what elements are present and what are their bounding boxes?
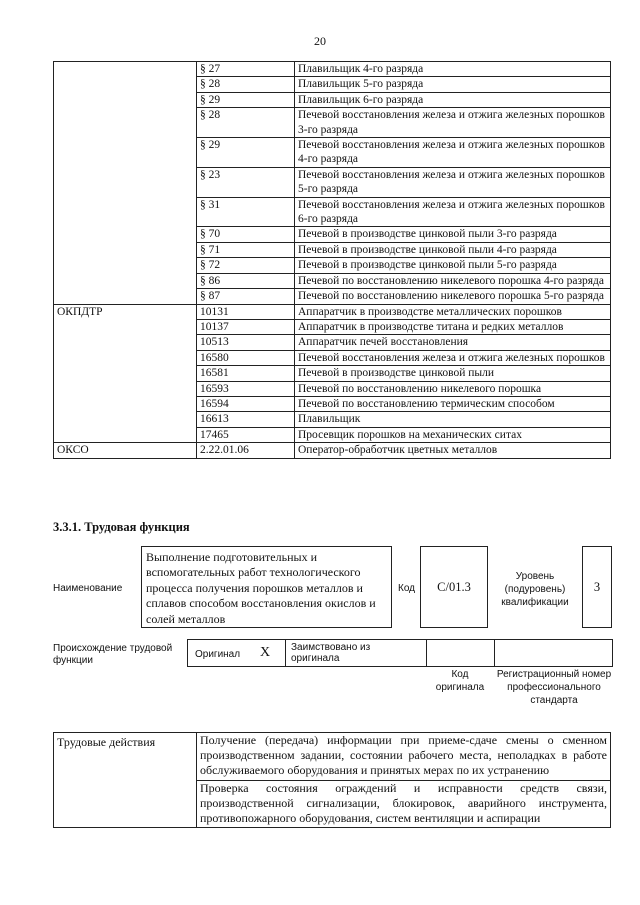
borrowed-cell (285, 640, 427, 666)
origin-label: Происхождение трудовой функции (53, 643, 173, 666)
classifier-code-cell: 10131 (197, 304, 295, 319)
classifier-name-cell: Аппаратчик в производстве металлических порошков (295, 304, 611, 319)
classifier-name-cell: Печевой восстановления железа и отжига железных порошков 3-го разряда (295, 108, 611, 138)
classifier-code-cell: § 29 (197, 92, 295, 107)
classifier-name-cell: Плавильщик 5-го разряда (295, 77, 611, 92)
classifier-code-cell: 16594 (197, 396, 295, 411)
code-label: Код (398, 583, 416, 594)
classifier-code-cell: § 87 (197, 289, 295, 304)
classifier-code-cell: § 29 (197, 138, 295, 168)
reg-number-label: Регистрационный номер профессионального стандарта (496, 669, 612, 706)
classifier-group-cell: ОКПДТР (54, 304, 197, 443)
classifier-name-cell: Печевой по восстановлению никелевого порошка 5-го разряда (295, 289, 611, 304)
classifier-code-cell: 10137 (197, 319, 295, 334)
classifier-code-cell: § 28 (197, 77, 295, 92)
level-label: Уровень (подуровень) квалификации (501, 571, 569, 608)
code-original-cell (426, 640, 495, 666)
code-box (420, 546, 488, 628)
classifier-group-cell (54, 62, 197, 305)
function-name-value: Выполнение подготовительных и вспомогательных работ технологического процесса получения порошков металлов и сплавов способом восстановления окислов и солей металлов (146, 550, 376, 626)
classifier-code-cell: § 86 (197, 273, 295, 288)
classifier-code-cell: § 27 (197, 62, 295, 77)
classifier-code-cell: 16593 (197, 381, 295, 396)
function-name-box (141, 546, 392, 628)
classifier-code-cell: § 72 (197, 258, 295, 273)
classifier-table (53, 61, 611, 459)
section-title: 3.3.1. Трудовая функция (53, 520, 190, 534)
classifier-name-cell: Аппаратчик печей восстановления (295, 335, 611, 350)
classifier-name-cell: Плавильщик 4-го разряда (295, 62, 611, 77)
classifier-code-cell: § 23 (197, 167, 295, 197)
classifier-name-cell: Печевой в производстве цинковой пыли 4-го разряда (295, 242, 611, 257)
original-cell (188, 640, 286, 666)
classifier-name-cell: Оператор-обработчик цветных металлов (295, 443, 611, 458)
borrowed-label: Заимствовано из оригинала (291, 642, 371, 664)
origin-row (187, 639, 613, 667)
classifier-code-cell: § 71 (197, 242, 295, 257)
classifier-code-cell: § 70 (197, 227, 295, 242)
code-value: C/01.3 (437, 579, 471, 594)
classifier-code-cell: 2.22.01.06 (197, 443, 295, 458)
classifier-name-cell: Печевой по восстановлению никелевого порошка 4-го разряда (295, 273, 611, 288)
level-box (582, 546, 612, 628)
labor-action-item: Получение (передача) информации при приеме-сдаче смены о сменном производственном задании, состоянии рабочего места, неполадках в работе обслуживаемого оборудования и принятых мерах по их устранению (197, 733, 611, 781)
original-mark: X (260, 645, 271, 660)
classifier-name-cell: Печевой в производстве цинковой пыли (295, 366, 611, 381)
classifier-code-cell: 16580 (197, 350, 295, 365)
code-original-label: Код оригинала (435, 669, 485, 693)
table-row (54, 62, 611, 77)
labor-actions-table (53, 732, 611, 828)
classifier-name-cell: Просевщик порошков на механических ситах (295, 427, 611, 442)
classifier-name-cell: Печевой восстановления железа и отжига железных порошков 4-го разряда (295, 138, 611, 168)
function-name-label: Наименование (53, 583, 123, 594)
original-label: Оригинал (195, 649, 241, 660)
classifier-code-cell: 10513 (197, 335, 295, 350)
level-value: 3 (593, 579, 601, 594)
classifier-name-cell: Аппаратчик в производстве титана и редких металлов (295, 319, 611, 334)
classifier-name-cell: Печевой по восстановлению никелевого порошка (295, 381, 611, 396)
table-row (54, 443, 611, 458)
labor-action-item: Проверка состояния ограждений и исправности средств связи, производственной сигнализации, блокировок, аварийного инструмента, противопожарного оборудования, систем вентиляции и аспирации (197, 780, 611, 828)
classifier-name-cell: Печевой восстановления железа и отжига железных порошков 6-го разряда (295, 197, 611, 227)
classifier-name-cell: Печевой в производстве цинковой пыли 3-го разряда (295, 227, 611, 242)
table-row (54, 733, 611, 781)
classifier-name-cell: Печевой восстановления железа и отжига железных порошков 5-го разряда (295, 167, 611, 197)
table-row (54, 304, 611, 319)
classifier-name-cell: Печевой в производстве цинковой пыли 5-го разряда (295, 258, 611, 273)
classifier-code-cell: 16613 (197, 412, 295, 427)
labor-actions-label: Трудовые действия (54, 733, 197, 828)
classifier-code-cell: 17465 (197, 427, 295, 442)
reg-number-cell (494, 640, 612, 666)
page-number: 20 (314, 34, 326, 48)
classifier-name-cell: Печевой по восстановлению термическим способом (295, 396, 611, 411)
classifier-name-cell: Плавильщик (295, 412, 611, 427)
classifier-name-cell: Печевой восстановления железа и отжига железных порошков (295, 350, 611, 365)
classifier-group-cell: ОКСО (54, 443, 197, 458)
classifier-code-cell: 16581 (197, 366, 295, 381)
classifier-name-cell: Плавильщик 6-го разряда (295, 92, 611, 107)
classifier-code-cell: § 31 (197, 197, 295, 227)
classifier-code-cell: § 28 (197, 108, 295, 138)
